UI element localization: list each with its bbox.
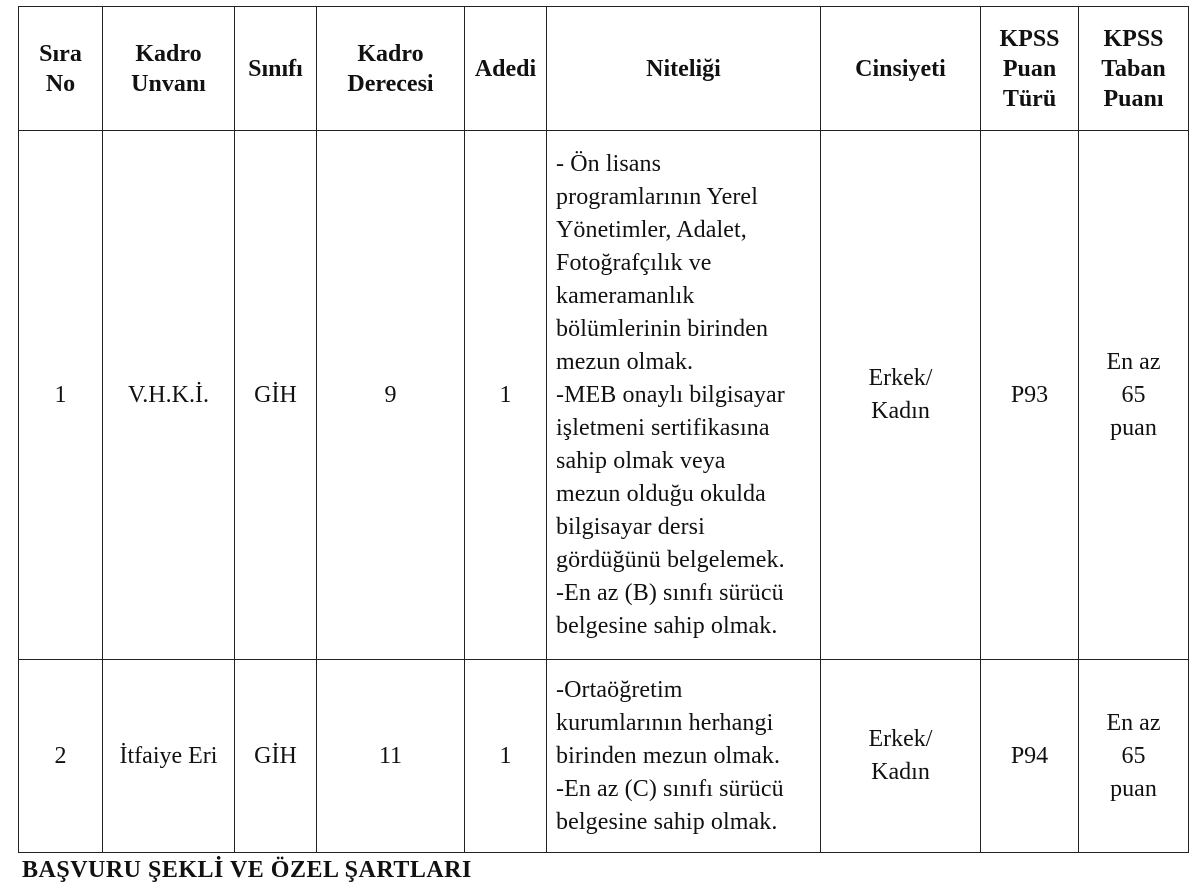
cell-kadro-unvani: V.H.K.İ. <box>103 131 235 660</box>
table-header-row <box>19 7 1189 131</box>
cell-niteligi: -Ortaöğretim kurumlarının herhangi birinden mezun olmak. -En az (C) sınıfı sürücü belgesine sahip olmak. <box>547 660 821 853</box>
cell-kadro-derecesi: 11 <box>317 660 465 853</box>
cell-kadro-unvani: İtfaiye Eri <box>103 660 235 853</box>
cell-adedi: 1 <box>465 131 547 660</box>
cell-sinifi: GİH <box>235 660 317 853</box>
header-niteligi: Niteliği <box>547 7 821 131</box>
header-sira-no: Sıra No <box>19 7 103 131</box>
cell-niteligi: - Ön lisans programlarının Yerel Yönetimler, Adalet, Fotoğrafçılık ve kameramanlık bölümlerinin birinden mezun olmak. -MEB onaylı bilgisayar işletmeni sertifikasına sahip olmak veya mezun olduğu okulda bilgisayar dersi gördüğünü belgelemek. -En az (B) sınıfı sürücü belgesine sahip olmak. <box>547 131 821 660</box>
staff-position-table <box>18 6 1189 853</box>
header-sinifi: Sınıfı <box>235 7 317 131</box>
table-row <box>19 660 1189 853</box>
table-row <box>19 131 1189 660</box>
section-heading-partial: BAŞVURU ŞEKLİ VE ÖZEL ŞARTLARI <box>22 857 472 883</box>
cell-cinsiyeti: Erkek/ Kadın <box>821 131 981 660</box>
cell-kpss-puan-turu: P93 <box>981 131 1079 660</box>
header-adedi: Adedi <box>465 7 547 131</box>
header-kpss-taban-puani: KPSS Taban Puanı <box>1079 7 1189 131</box>
header-kadro-unvani: Kadro Unvanı <box>103 7 235 131</box>
cell-sira-no: 1 <box>19 131 103 660</box>
cell-sira-no: 2 <box>19 660 103 853</box>
cell-kpss-puan-turu: P94 <box>981 660 1079 853</box>
cell-sinifi: GİH <box>235 131 317 660</box>
cell-cinsiyeti: Erkek/ Kadın <box>821 660 981 853</box>
header-kadro-derecesi: Kadro Derecesi <box>317 7 465 131</box>
staff-position-table-container <box>18 6 1189 853</box>
header-cinsiyeti: Cinsiyeti <box>821 7 981 131</box>
cell-adedi: 1 <box>465 660 547 853</box>
cell-kpss-taban-puani: En az 65 puan <box>1079 660 1189 853</box>
header-kpss-puan-turu: KPSS Puan Türü <box>981 7 1079 131</box>
cell-kadro-derecesi: 9 <box>317 131 465 660</box>
cell-kpss-taban-puani: En az 65 puan <box>1079 131 1189 660</box>
